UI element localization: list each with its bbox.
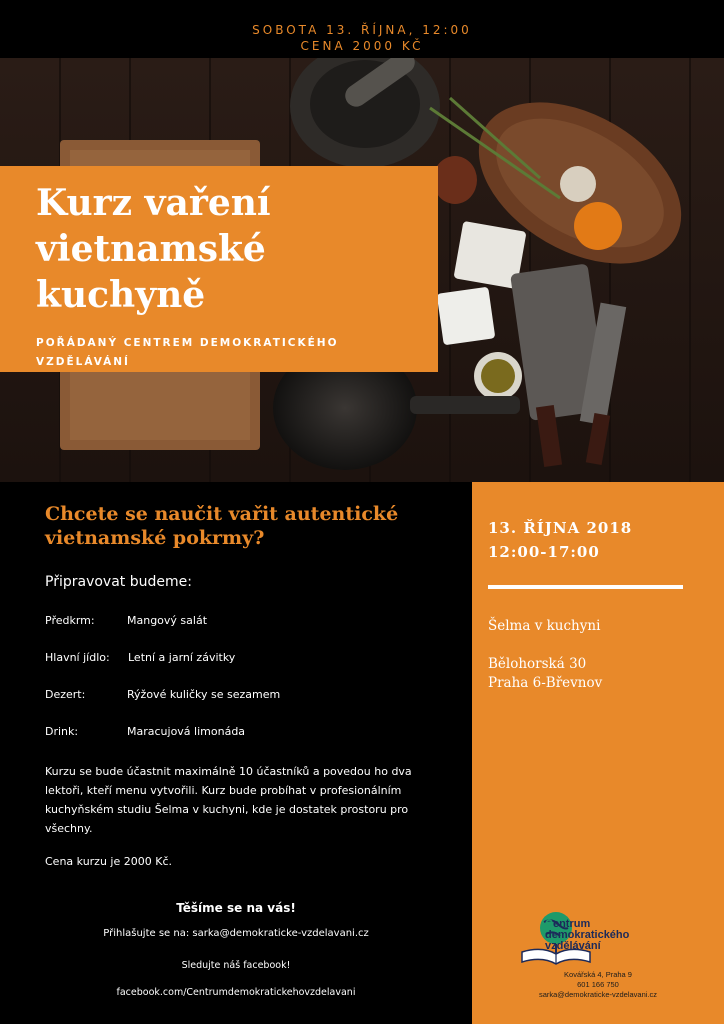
facebook-link[interactable]: facebook.com/Centrumdemokratickehovzdelavani [116,987,356,998]
event-info-panel [472,482,724,1024]
signup-email[interactable]: Přihlašujte se na: sarka@demokraticke-vzdelavani.cz [103,928,369,939]
header-price: CENA 2000 KČ [300,39,424,53]
divider [488,585,683,589]
logo-letter-c: C [545,918,553,930]
orange [574,202,622,250]
facebook-prompt: Sledujte náš facebook! [181,960,291,971]
logo-text [545,919,629,952]
course-label: Dezert: [45,688,86,701]
course-title [36,180,431,318]
course-price: Cena kurzu je 2000 Kč. [45,855,172,868]
menu-item-main [45,651,236,664]
contact-address: Kovářská 4, Praha 9 [564,970,632,979]
address-city: Praha 6-Břevnov [488,675,603,691]
event-time: 12:00-17:00 [488,543,600,561]
salt-bowl [437,287,496,346]
course-label: Předkrm: [45,614,95,627]
garlic [560,166,596,202]
question-line: vietnamské pokrmy? [45,527,265,549]
pepper-jar [433,156,477,204]
question-line: Chcete se naučit vařit autentické [45,503,399,525]
organizer-text [36,334,416,372]
pan-handle [410,396,520,414]
organizer-line: POŘÁDANÝ CENTREM DEMOKRATICKÉHO [36,337,339,349]
course-details [0,482,472,1024]
course-label: Drink: [45,725,79,738]
logo-word: entrum [552,918,591,930]
title-line: vietnamské [36,228,266,270]
menu-item-dessert [45,688,281,701]
organizer-line: VZDĚLÁVÁNÍ [36,356,130,368]
dish-name: Rýžové kuličky se sezamem [127,688,281,701]
event-date: 13. ŘÍJNA 2018 [488,519,633,537]
organizer-contact [472,970,724,1000]
course-description: Kurzu se bude účastnit maximálně 10 účastníků a povedou ho dva lektoři, kteří menu vytvořili. Kurz bude probíhat v profesionálním kuchyňském studiu Šelma v kuchyni, kde je dostatek prostoru pro všechny. [45,765,412,835]
menu-heading: Připravovat budeme: [45,574,192,590]
date-price-header [0,0,724,58]
title-line: Kurz vaření [36,182,271,224]
venue-name: Šelma v kuchyni [488,618,601,634]
dish-name: Maracujová limonáda [127,725,246,738]
dish-name: Mangový salát [127,614,208,627]
contact-email[interactable]: sarka@demokraticke-vzdelavani.cz [538,990,658,999]
venue-address [488,655,602,693]
header-date: SOBOTA 13. ŘÍJNA, 12:00 [252,23,472,37]
logo-line: demokratického [545,929,630,941]
title-line: kuchyně [36,274,206,316]
course-label: Hlavní jídlo: [45,651,110,664]
event-datetime [488,516,632,564]
contact-phone: 601 166 750 [577,980,619,989]
address-street: Bělohorská 30 [488,656,587,672]
headline-question [45,502,445,550]
menu-item-drink [45,725,246,738]
greeting: Těšíme se na vás! [176,901,296,915]
title-banner [0,166,438,372]
logo-line: vzdělávání [545,940,601,952]
dish-name: Letní a jarní závitky [128,651,236,664]
menu-item-starter [45,614,208,627]
